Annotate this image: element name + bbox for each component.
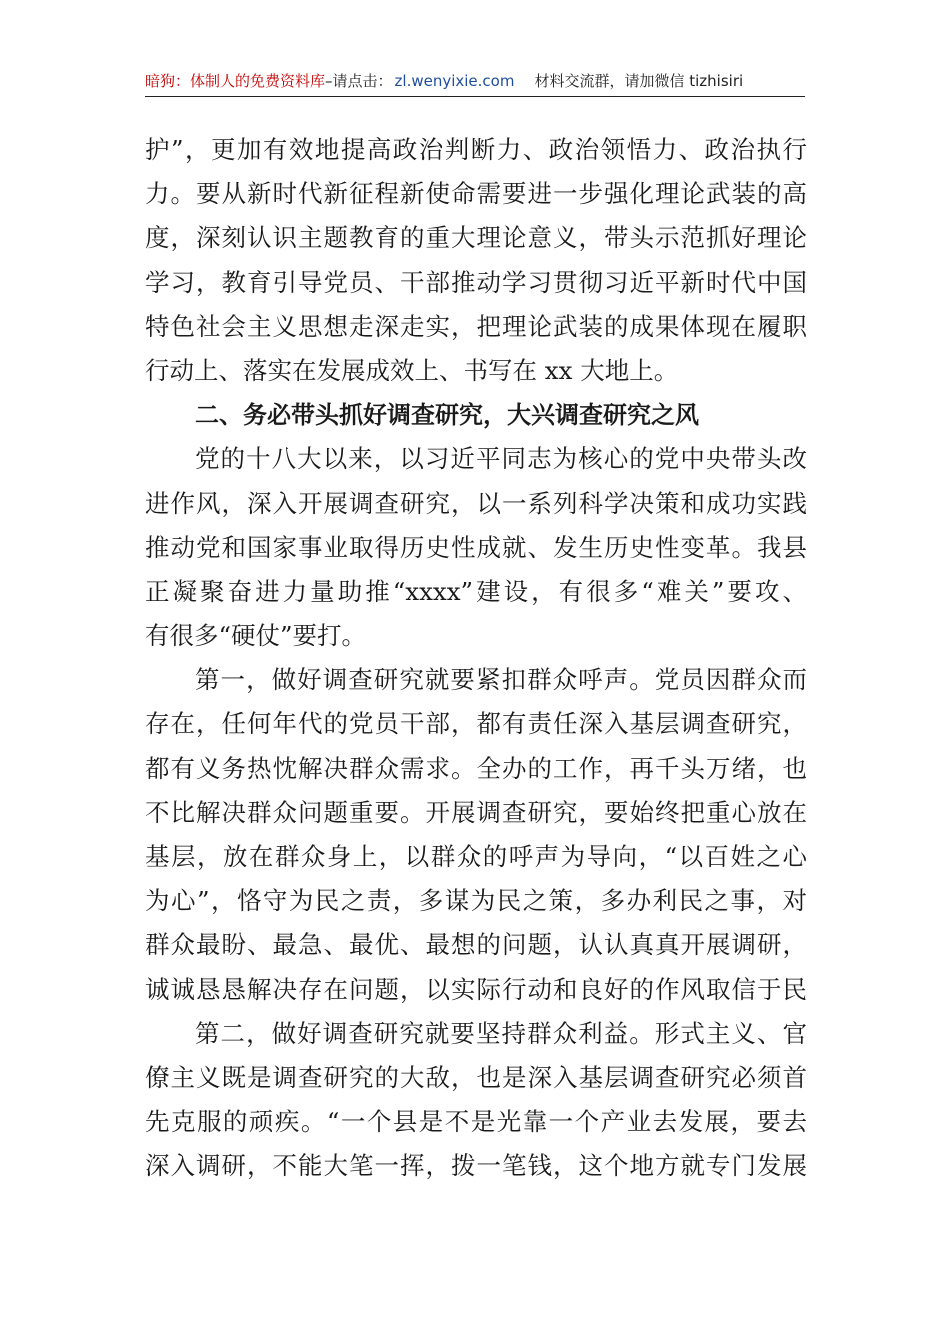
body-line: 正凝聚奋进力量助推“xxxx”建设，有很多“难关”要攻、: [145, 576, 807, 606]
header-click-label: –请点击：: [325, 72, 393, 90]
body-line: 进作风，深入开展调查研究，以一系列科学决策和成功实践: [145, 488, 807, 518]
body-line: 第二，做好调查研究就要坚持群众利益。形式主义、官: [195, 1018, 807, 1048]
body-line: 基层，放在群众身上，以群众的呼声为导向，“以百姓之心: [145, 842, 807, 871]
body-line: 僚主义既是调查研究的大敌，也是深入基层调查研究必须首: [145, 1062, 807, 1092]
page-header: [145, 68, 805, 97]
body-line: 不比解决群众问题重要。开展调查研究，要始终把重心放在: [145, 797, 807, 827]
body-line: 都有义务热忱解决群众需求。全办的工作，再千头万绪，也: [145, 753, 807, 783]
header-link[interactable]: zl.wenyixie.com: [394, 72, 515, 90]
body-line: 护”，更加有效地提高政治判断力、政治领悟力、政治执行: [145, 135, 807, 164]
body-line: 学习，教育引导党员、干部推动学习贯彻习近平新时代中国: [145, 267, 807, 297]
body-line: 第一，做好调查研究就要紧扣群众呼声。党员因群众而: [195, 665, 807, 695]
body-line: 行动上、落实在发展成效上、书写在 xx 大地上。: [145, 355, 679, 385]
body-line: 有很多“硬仗”要打。: [145, 621, 367, 651]
body-line: 先克服的顽疾。“一个县是不是光靠一个产业去发展，要去: [145, 1107, 807, 1137]
header-promo-text: 暗狗：体制人的免费资料库: [145, 72, 326, 90]
body-line: 群众最盼、最急、最优、最想的问题，认认真真开展调研，: [145, 930, 807, 960]
body-line: 深入调研，不能大笔一挥，拨一笔钱，这个地方就专门发展: [145, 1151, 807, 1181]
body-line: 力。要从新时代新征程新使命需要进一步强化理论武装的高: [145, 179, 807, 209]
body-line: 诚诚恳恳解决存在问题，以实际行动和良好的作风取信于民: [145, 974, 807, 1004]
body-line: 存在，任何年代的党员干部，都有责任深入基层调查研究，: [145, 709, 807, 739]
document-body: [145, 128, 807, 1189]
body-line: 党的十八大以来，以习近平同志为核心的党中央带头改: [195, 444, 807, 474]
body-line: 特色社会主义思想走深走实，把理论武装的成果体现在履职: [145, 311, 807, 341]
body-line: 推动党和国家事业取得历史性成就、发生历史性变革。我县: [145, 532, 807, 562]
section-heading: 二、务必带头抓好调查研究，大兴调查研究之风: [195, 401, 699, 430]
header-group-text: 材料交流群，请加微信 tizhisiri: [534, 72, 744, 90]
body-line: 为心”，恪守为民之责，多谋为民之策，多办利民之事，对: [145, 886, 807, 916]
body-line: 度，深刻认识主题教育的重大理论意义，带头示范抓好理论: [145, 223, 807, 253]
